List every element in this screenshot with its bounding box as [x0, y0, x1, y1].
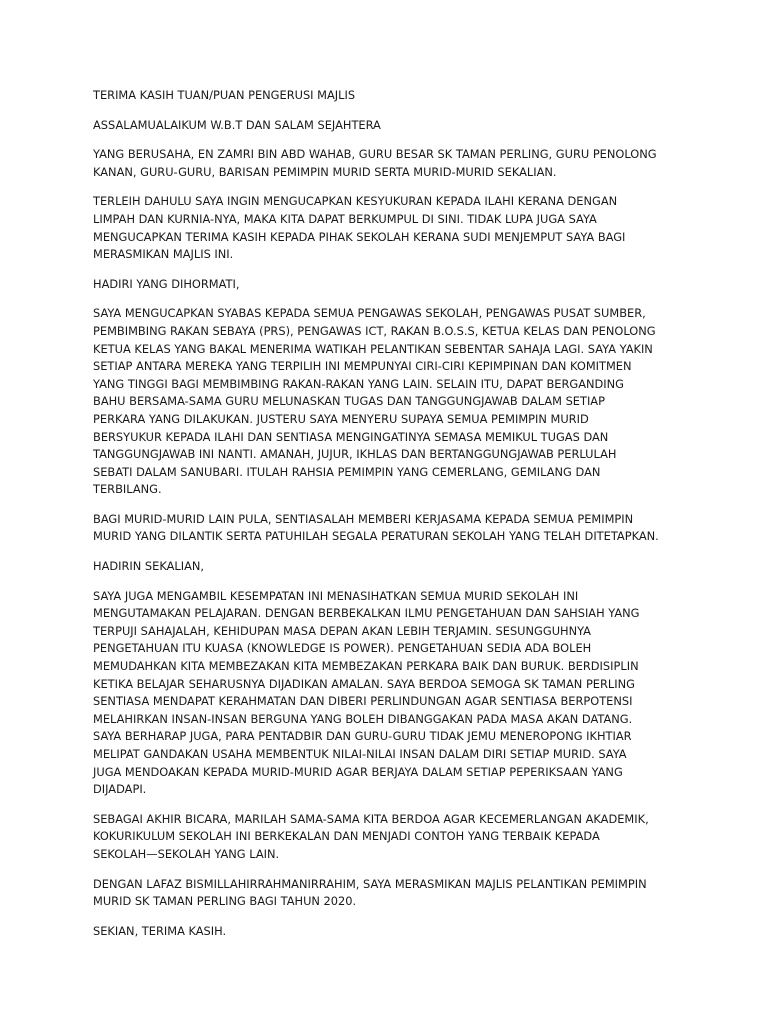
congratulations-paragraph: SAYA MENGUCAPKAN SYABAS KEPADA SEMUA PENGAWAS SEKOLAH, PENGAWAS PUSAT SUMBER, PEMBIMBING RAKAN SEBAYA (PRS), PENGAWAS ICT, RAKAN B.O.S.S, KETUA KELAS DAN PENOLONG KETUA KELAS YANG BAKAL MENERIMA WATIKAH PELANTIKAN SEBENTAR SAHAJA LAGI. SAYA YAKIN SETIAP ANTARA MEREKA YANG TERPILIH INI MEMPUNYAI CIRI-CIRI KEPIMPINAN DAN KOMITMEN YANG TINGGI BAGI MEMBIMBING RAKAN-RAKAN YANG LAIN. SELAIN ITU, DAPAT BERGANDING BAHU BERSAMA-SAMA GURU MELUNASKAN TUGAS DAN TANGGUNGJAWAB DALAM SETIAP PERKARA YANG DILAKUKAN. JUSTERU SAYA MENYERU SUPAYA SEMUA PEMIMPIN MURID BERSYUKUR KEPADA ILAHI DAN SENTIASA MENGINGATINYA SEMASA MEMIKUL TUGAS DAN TANGGUNGJAWAB INI NANTI. AMANAH, JUJUR, IKHLAS DAN BERTANGGUNGJAWAB PERLULAH SEBATI DALAM SANUBARI. ITULAH RAHSIA PEMIMPIN YANG CEMERLANG, GEMILANG DAN TERBILANG.	[93, 306, 656, 497]
greeting-salam: ASSALAMUALAIKUM W.B.T DAN SALAM SEJAHTERA	[93, 117, 381, 132]
closing-prayer-paragraph: SEBAGAI AKHIR BICARA, MARILAH SAMA-SAMA KITA BERDOA AGAR KECEMERLANGAN AKADEMIK, KOKURIKULUM SEKOLAH INI BERKEKALAN DAN MENJADI CONTOH YANG TERBAIK KEPADA SEKOLAH—SEKOLAH YANG LAIN.	[93, 811, 649, 861]
gratitude-paragraph: TERLEIH DAHULU SAYA INGIN MENGUCAPKAN KESYUKURAN KEPADA ILAHI KERANA DENGAN LIMPAH DAN KURNIA-NYA, MAKA KITA DAPAT BERKUMPUL DI SINI. TIDAK LUPA JUGA SAYA MENGUCAPKAN TERIMA KASIH KEPADA PIHAK SEKOLAH KERANA SUDI MENJEMPUT SAYA BAGI MERASMIKAN MAJLIS INI.	[93, 194, 626, 262]
address-audience: HADIRIN SEKALIAN,	[93, 559, 205, 574]
sign-off: SEKIAN, TERIMA KASIH.	[93, 923, 227, 938]
cooperation-paragraph: BAGI MURID-MURID LAIN PULA, SENTIASALAH MEMBERI KERJASAMA KEPADA SEMUA PEMIMPIN MURID YANG DILANTIK SERTA PATUHILAH SEGALA PERATURAN SEKOLAH YANG TELAH DITETAPKAN.	[93, 511, 659, 544]
speech-text	[93, 87, 675, 952]
acknowledgement-paragraph: YANG BERUSAHA, EN ZAMRI BIN ABD WAHAB, GURU BESAR SK TAMAN PERLING, GURU PENOLONG KANAN, GURU-GURU, BARISAN PEMIMPIN MURID SERTA MURID-MURID SEKALIAN.	[93, 147, 657, 179]
advice-paragraph: SAYA JUGA MENGAMBIL KESEMPATAN INI MENASIHATKAN SEMUA MURID SEKOLAH INI MENGUTAMAKAN PELAJARAN. DENGAN BERBEKALKAN ILMU PENGETAHUAN DAN SAHSIAH YANG TERPUJI SAHAJALAH, KEHIDUPAN MASA DEPAN AKAN LEBIH TERJAMIN. SESUNGGUHNYA PENGETAHUAN ITU KUASA (KNOWLEDGE IS POWER). PENGETAHUAN SEDIA ADA BOLEH MEMUDAHKAN KITA MEMBEZAKAN KITA MEMBEZAKAN PERKARA BAIK DAN BURUK. BERDISIPLIN KETIKA BELAJAR SEHARUSNYA DIJADIKAN AMALAN. SAYA BERDOA SEMOGA SK TAMAN PERLING SENTIASA MENDAPAT KERAHMATAN DAN DIBERI PERLINDUNGAN AGAR SENTIASA BERPOTENSI MELAHIRKAN INSAN-INSAN BERGUNA YANG BOLEH DIBANGGAKAN PADA MASA AKAN DATANG. SAYA BERHARAP JUGA, PARA PENTADBIR DAN GURU-GURU TIDAK JEMU MENEROPONG IKHTIAR MELIPAT GANDAKAN USAHA MEMBENTUK NILAI-NILAI INSAN DALAM DIRI SETIAP MURID. SAYA JUGA MENDOAKAN KEPADA MURID-MURID AGAR BERJAYA DALAM SETIAP PEPERIKSAAN YANG DIJADAPI.	[93, 588, 640, 797]
address-honoured-guests: HADIRI YANG DIHORMATI,	[93, 276, 240, 291]
greeting-chairperson: TERIMA KASIH TUAN/PUAN PENGERUSI MAJLIS	[93, 88, 356, 102]
official-launch-paragraph: DENGAN LAFAZ BISMILLAHIRRAHMANIRRAHIM, SAYA MERASMIKAN MAJLIS PELANTIKAN PEMIMPIN MURID SK TAMAN PERLING BAGI TAHUN 2020.	[93, 876, 647, 909]
